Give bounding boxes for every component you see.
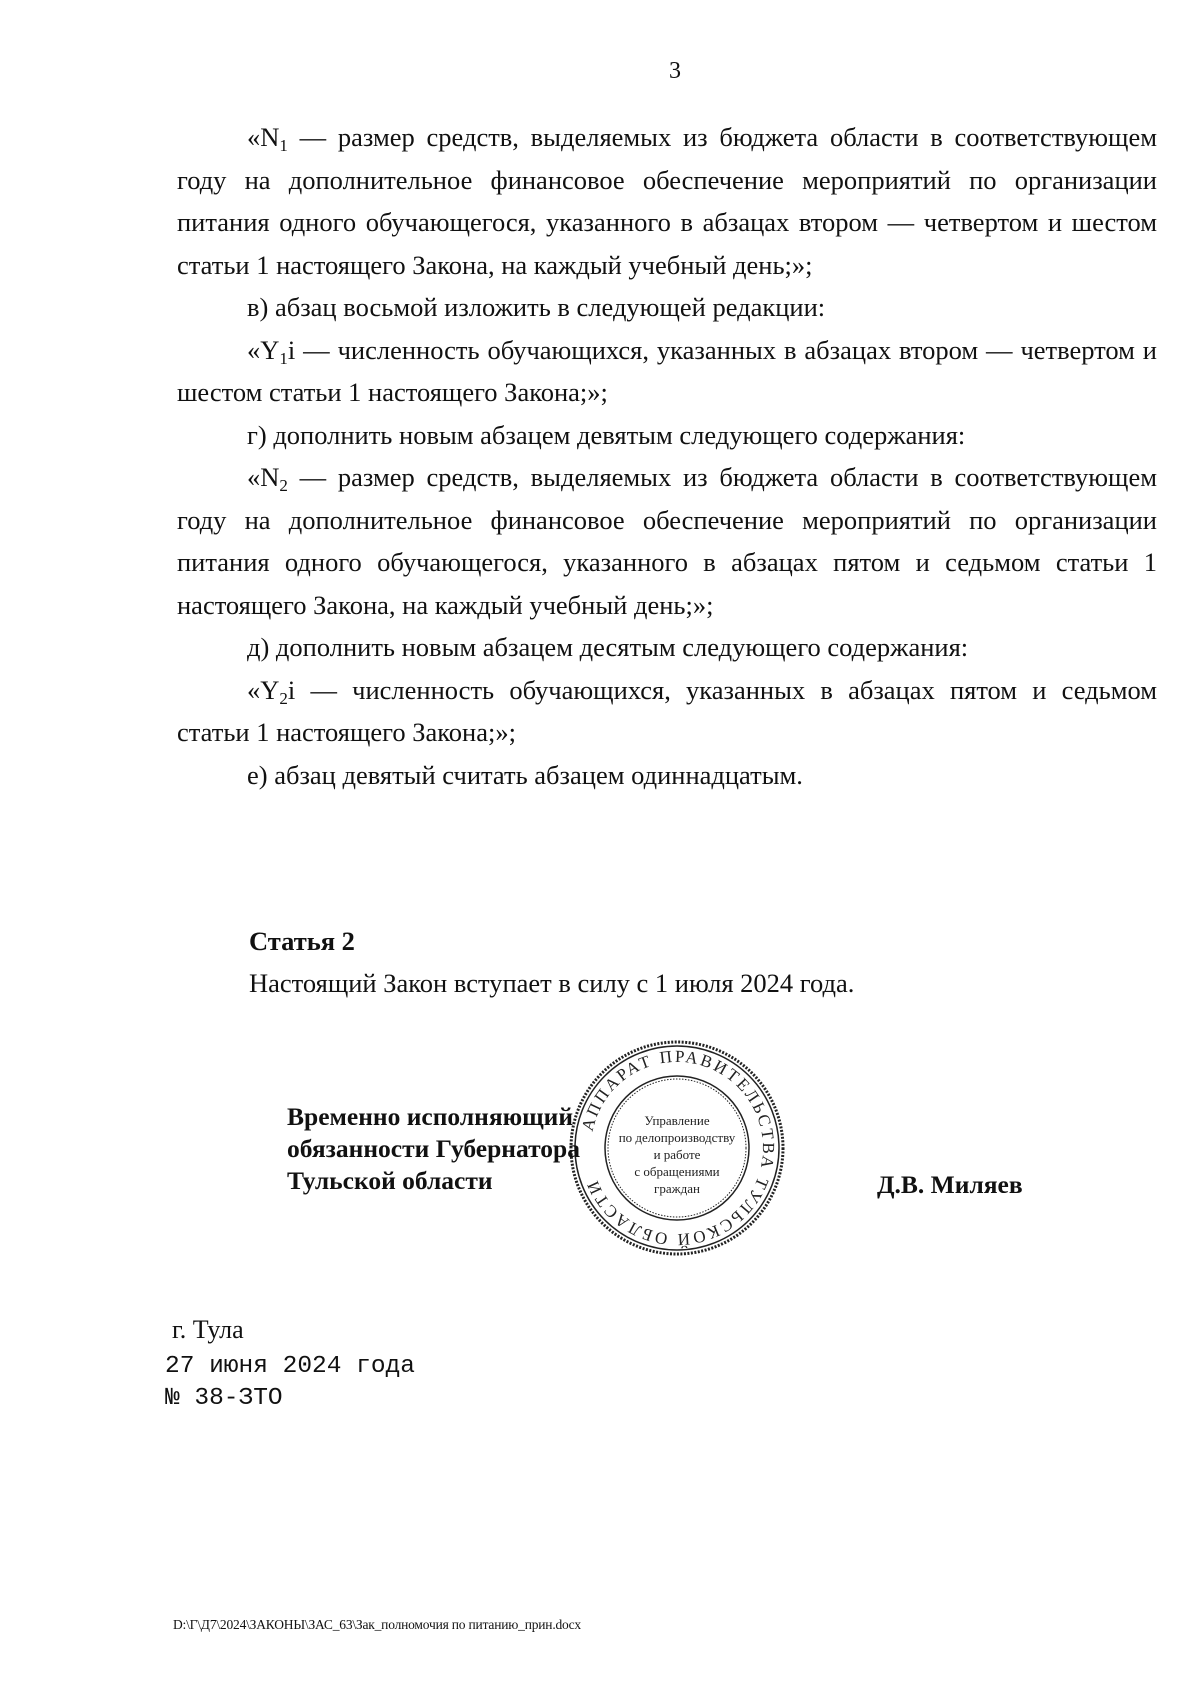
paragraph-n2-definition: «$N_2$ — размер средств, выделяемых из бюджета области в соответствующем году на дополнительное финансовое обеспечение мероприятий по организации питания одного обучающегося, указанного в абзацах пятом и седьмом статьи 1 настоящего Закона, на каждый учебный день;»; xyxy=(177,462,1157,620)
signatory-title-line-3: Тульской области xyxy=(287,1166,493,1195)
paragraph-amendment-g: г) дополнить новым абзацем девятым следующего содержания: xyxy=(247,419,966,450)
signing-place: г. Тула xyxy=(172,1315,244,1344)
page-number: 3 xyxy=(669,58,681,84)
seal-center-line-1: Управление xyxy=(644,1113,710,1128)
article-heading: Статья 2 xyxy=(249,926,355,956)
seal-center-line-2: по делопроизводству xyxy=(618,1130,736,1145)
official-seal-stamp xyxy=(566,1037,788,1259)
seal-center-line-5: граждан xyxy=(654,1181,700,1196)
signing-date: 27 июня 2024 года xyxy=(165,1353,415,1380)
law-number: № 38-ЗТО xyxy=(165,1385,283,1412)
signatory-title-line-1: Временно исполняющий xyxy=(287,1102,574,1131)
document-body xyxy=(177,116,1157,796)
file-path-footer: D:\Г\Д7\2024\ЗАКОНЫ\ЗАС_63\Зак_полномочия по питанию_прин.docx xyxy=(173,1617,581,1632)
article-2 xyxy=(249,920,854,1004)
paragraph-amendment-d: д) дополнить новым абзацем десятым следующего содержания: xyxy=(247,632,969,662)
article-text: Настоящий Закон вступает в силу с 1 июля 2024 года. xyxy=(249,968,855,998)
signatory-title xyxy=(287,1101,580,1197)
seal-center-line-4: с обращениями xyxy=(634,1164,720,1179)
seal-center-line-3: и работе xyxy=(653,1147,701,1162)
signer-name: Д.В. Миляев xyxy=(877,1170,1023,1199)
paragraph-y2-definition: «$Y_2i$ — численность обучающихся, указанных в абзацах пятом и седьмом статьи 1 настоящего Закона;»; xyxy=(177,674,1157,747)
paragraph-n1-definition: «$N_1$ — размер средств, выделяемых из бюджета области в соответствующем году на дополнительное финансовое обеспечение мероприятий по организации питания одного обучающегося, указанного в абзацах втором — четвертом и шестом статьи 1 настоящего Закона, на каждый учебный день;»; xyxy=(177,122,1157,280)
seal-ring-text: АППАРАТ ПРАВИТЕЛЬСТВА ТУЛЬСКОЙ ОБЛАСТИ xyxy=(577,1046,779,1250)
paragraph-amendment-e: е) абзац девятый считать абзацем одиннадцатым. xyxy=(247,759,803,790)
paragraph-y1-definition: «$Y_1i$ — численность обучающихся, указанных в абзацах втором — четвертом и шестом статьи 1 настоящего Закона;»; xyxy=(177,334,1157,407)
signatory-title-line-2: обязанности Губернатора xyxy=(287,1134,580,1163)
seal-graphic xyxy=(566,1037,788,1259)
paragraph-amendment-v: в) абзац восьмой изложить в следующей редакции: xyxy=(247,292,826,322)
